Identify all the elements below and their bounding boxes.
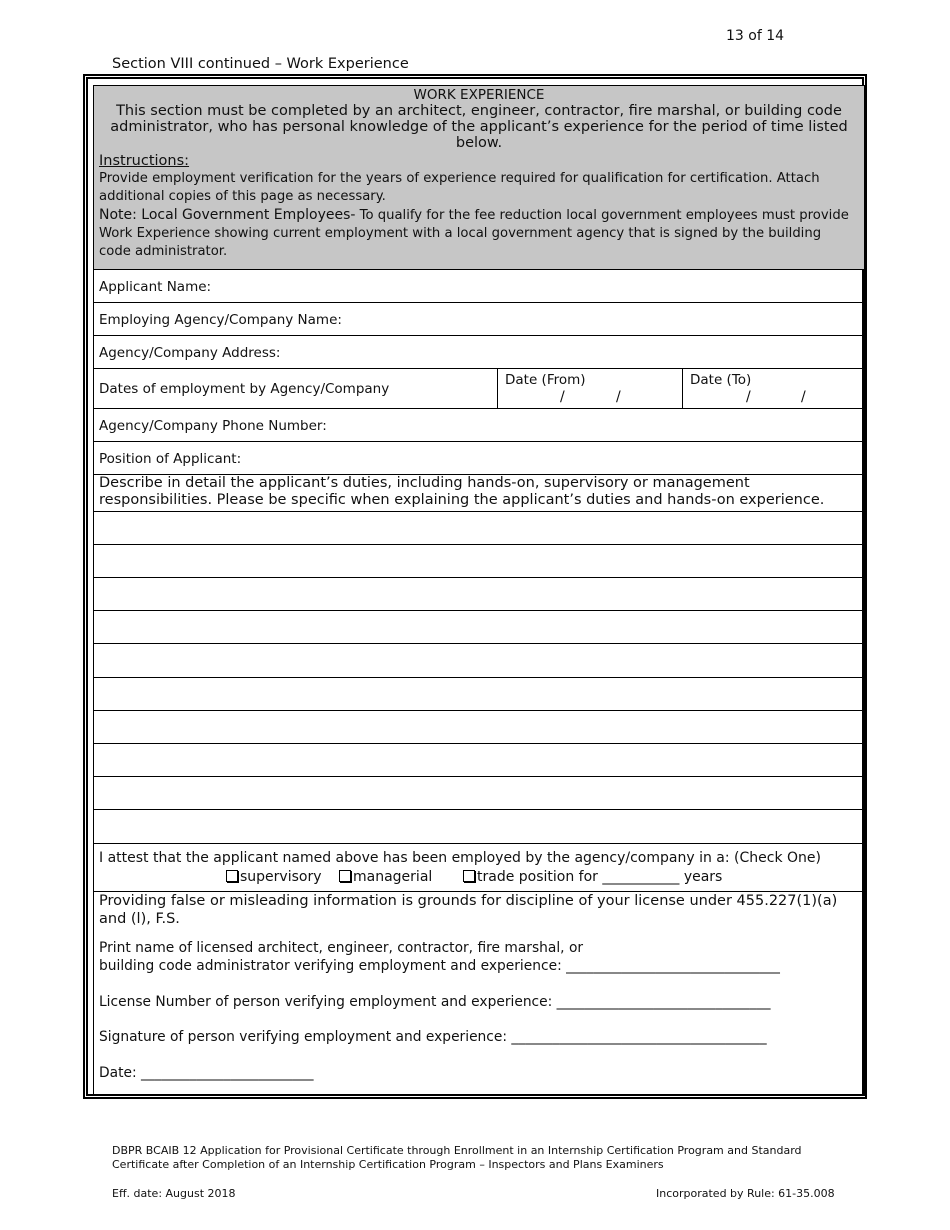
duties-write-line[interactable] — [94, 711, 864, 743]
checkbox-icon[interactable] — [463, 870, 475, 882]
form-description: This section must be completed by an architect, engineer, contractor, fire marshal, or building code administrator, who has personal knowledge of the applicant’s experience for the period of time listed below. — [110, 103, 848, 151]
dates-of-employment-label: Dates of employment by Agency/Company — [99, 381, 390, 397]
duties-write-line[interactable] — [94, 512, 864, 544]
row-divider — [94, 408, 864, 409]
row-divider — [94, 441, 864, 442]
attest-text: I attest that the applicant named above has been employed by the agency/company in a: (Check One) — [99, 850, 821, 866]
duties-write-line[interactable] — [94, 578, 864, 610]
form-title: WORK EXPERIENCE — [413, 87, 545, 103]
work-experience-form — [83, 74, 867, 1099]
duties-prompt: Describe in detail the applicant’s duties, including hands-on, supervisory or management responsibilities. Please be specific when explaining the applicant’s duties and hands-on experience. — [99, 475, 825, 508]
date-to-label: Date (To) — [690, 372, 752, 388]
duties-write-line[interactable] — [94, 810, 864, 842]
license-number-field[interactable]: License Number of person verifying employment and experience: _______________________________ — [99, 994, 771, 1010]
row-divider — [94, 843, 864, 844]
checkbox-managerial-label: managerial — [353, 869, 433, 885]
checkbox-supervisory[interactable] — [226, 869, 322, 885]
print-name-field[interactable]: building code administrator verifying employment and experience: _______________________________ — [99, 958, 780, 974]
checkbox-trade-label: trade position for ___________ years — [477, 869, 723, 885]
date-to-slash: / — [801, 389, 806, 405]
position-label: Position of Applicant: — [99, 451, 242, 467]
applicant-name-label: Applicant Name: — [99, 279, 212, 295]
duties-write-line[interactable] — [94, 611, 864, 643]
phone-label: Agency/Company Phone Number: — [99, 418, 327, 434]
date-from-slash: / — [560, 389, 565, 405]
checkbox-icon[interactable] — [339, 870, 351, 882]
company-address-label: Agency/Company Address: — [99, 345, 281, 361]
instructions-heading: Instructions: — [99, 153, 190, 169]
checkbox-managerial[interactable] — [339, 869, 432, 885]
section-title: Section VIII continued – Work Experience — [112, 56, 409, 72]
date-column-divider — [682, 368, 683, 408]
false-information-warning: Providing false or misleading information is grounds for discipline of your license under 455.227(1)(a) and (l), F.S. — [99, 893, 838, 927]
form-inner-frame — [93, 85, 865, 1096]
note-text — [99, 206, 849, 261]
checkbox-supervisory-label: supervisory — [240, 869, 322, 885]
footer-form-description: DBPR BCAIB 12 Application for Provisional Certificate through Enrollment in an Internship Certification Program and Standard Certificate after Completion of an Internship Certification Program – Inspectors and Plans Examiners — [112, 1144, 802, 1171]
duties-write-line[interactable] — [94, 545, 864, 577]
date-column-divider — [497, 368, 498, 408]
row-divider — [94, 302, 864, 303]
duties-write-line[interactable] — [94, 744, 864, 776]
footer-rule: Incorporated by Rule: 61-35.008 — [656, 1187, 835, 1200]
page-number: 13 of 14 — [726, 28, 785, 44]
date-from-slash: / — [616, 389, 621, 405]
checkbox-icon[interactable] — [226, 870, 238, 882]
footer-effective-date: Eff. date: August 2018 — [112, 1187, 236, 1200]
form-header — [94, 86, 864, 270]
date-field[interactable]: Date: _________________________ — [99, 1065, 314, 1081]
date-to-slash: / — [746, 389, 751, 405]
print-name-line1: Print name of licensed architect, engineer, contractor, fire marshal, or — [99, 940, 584, 956]
instructions-text: Provide employment verification for the years of experience required for qualification for certification. Attach additional copies of this page as necessary. — [99, 171, 820, 204]
duties-write-line[interactable] — [94, 777, 864, 809]
checkbox-trade-position[interactable] — [463, 869, 722, 885]
row-divider — [94, 335, 864, 336]
date-from-label: Date (From) — [505, 372, 586, 388]
duties-write-line[interactable] — [94, 678, 864, 710]
duties-write-line[interactable] — [94, 644, 864, 676]
note-body: To qualify for the fee reduction local government employees must provide Work Experience showing current employment with a local government agency that is signed by the building code administrator. — [99, 208, 849, 259]
signature-field[interactable]: Signature of person verifying employment and experience: _____________________________________ — [99, 1029, 767, 1045]
company-name-label: Employing Agency/Company Name: — [99, 312, 342, 328]
row-divider — [94, 368, 864, 369]
note-lead: Note: Local Government Employees- — [99, 207, 356, 223]
